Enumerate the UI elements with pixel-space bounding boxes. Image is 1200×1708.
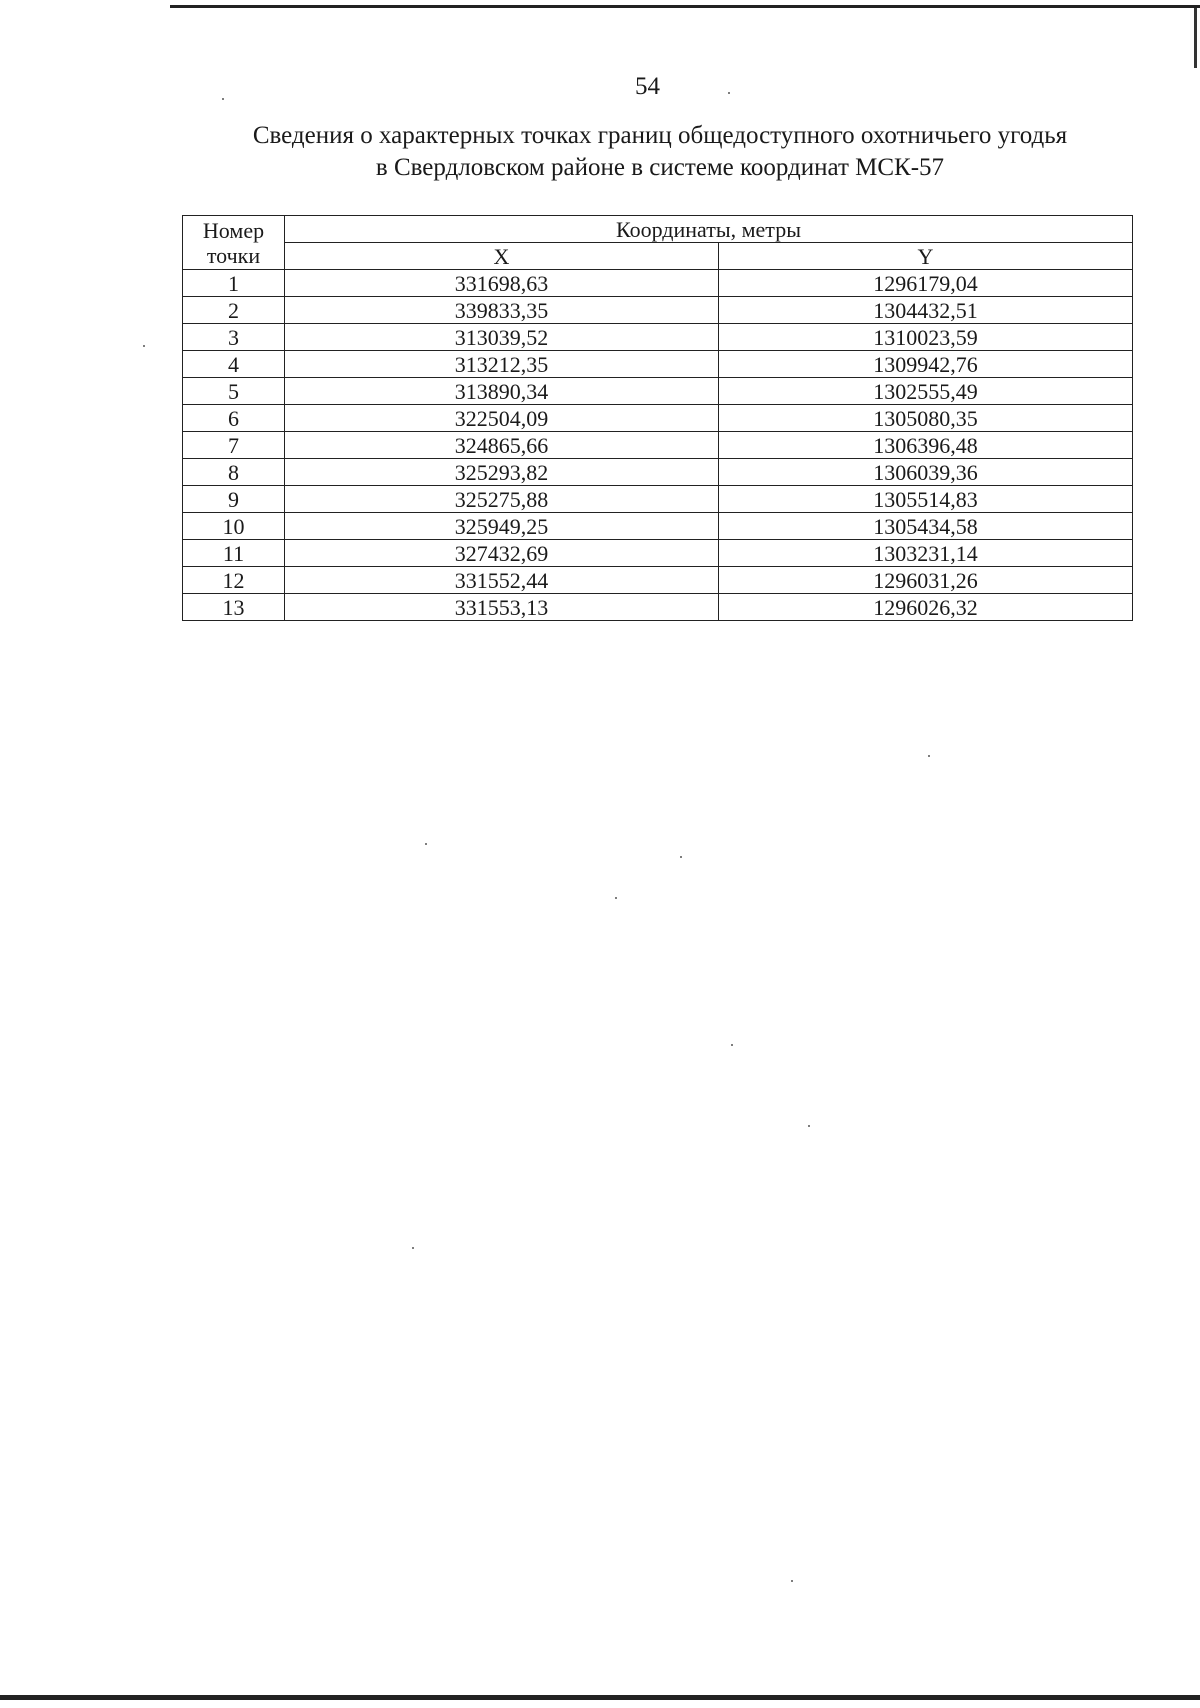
title-line-2: в Свердловском районе в системе координат МСК-57 <box>375 154 945 181</box>
cell-y: 1305434,58 <box>719 513 1133 540</box>
cell-point-number: 2 <box>183 297 285 324</box>
cell-x: 313039,52 <box>285 324 719 351</box>
cell-x: 331552,44 <box>285 567 719 594</box>
table-body <box>183 270 1133 621</box>
cell-point-number: 7 <box>183 432 285 459</box>
table-row <box>183 594 1133 621</box>
cell-x: 324865,66 <box>285 432 719 459</box>
cell-x: 325293,82 <box>285 459 719 486</box>
cell-y: 1306039,36 <box>719 459 1133 486</box>
cell-point-number: 8 <box>183 459 285 486</box>
cell-point-number: 4 <box>183 351 285 378</box>
cell-y: 1306396,48 <box>719 432 1133 459</box>
cell-x: 339833,35 <box>285 297 719 324</box>
cell-point-number: 13 <box>183 594 285 621</box>
scan-speck <box>808 1125 810 1127</box>
cell-x: 331698,63 <box>285 270 719 297</box>
cell-x: 325275,88 <box>285 486 719 513</box>
table-row <box>183 324 1133 351</box>
cell-y: 1304432,51 <box>719 297 1133 324</box>
cell-x: 313212,35 <box>285 351 719 378</box>
cell-x: 325949,25 <box>285 513 719 540</box>
cell-x: 313890,34 <box>285 378 719 405</box>
header-x: X <box>285 243 719 270</box>
scan-speck <box>615 897 617 899</box>
cell-point-number: 6 <box>183 405 285 432</box>
cell-point-number: 9 <box>183 486 285 513</box>
cell-point-number: 12 <box>183 567 285 594</box>
scan-speck <box>425 843 427 845</box>
cell-y: 1310023,59 <box>719 324 1133 351</box>
cell-point-number: 10 <box>183 513 285 540</box>
table-row <box>183 432 1133 459</box>
cell-y: 1296031,26 <box>719 567 1133 594</box>
header-coordinates: Координаты, метры <box>285 216 1133 243</box>
table-row <box>183 486 1133 513</box>
table-row <box>183 351 1133 378</box>
table-row <box>183 459 1133 486</box>
cell-point-number: 1 <box>183 270 285 297</box>
cell-y: 1296179,04 <box>719 270 1133 297</box>
scan-speck <box>728 92 730 94</box>
table-row <box>183 405 1133 432</box>
header-y: Y <box>719 243 1133 270</box>
scan-speck <box>222 98 224 100</box>
table-row <box>183 540 1133 567</box>
cell-x: 327432,69 <box>285 540 719 567</box>
table-row <box>183 567 1133 594</box>
cell-y: 1305514,83 <box>719 486 1133 513</box>
scan-edge-top <box>170 5 1200 8</box>
scan-speck <box>731 1044 733 1046</box>
cell-x: 331553,13 <box>285 594 719 621</box>
scan-speck <box>143 345 145 347</box>
coordinates-table <box>182 215 1133 621</box>
header-point-number: Номер точки <box>183 216 285 270</box>
table-row <box>183 297 1133 324</box>
scan-speck <box>412 1247 414 1249</box>
scan-edge-bottom <box>0 1695 1200 1700</box>
cell-y: 1303231,14 <box>719 540 1133 567</box>
scan-speck <box>791 1580 793 1582</box>
table-row <box>183 513 1133 540</box>
scan-edge-right <box>1194 8 1197 68</box>
cell-y: 1296026,32 <box>719 594 1133 621</box>
cell-y: 1305080,35 <box>719 405 1133 432</box>
cell-point-number: 3 <box>183 324 285 351</box>
title-line-1: Сведения о характерных точках границ общедоступного охотничьего угодья <box>252 122 1068 149</box>
page-number: 54 <box>635 73 660 100</box>
cell-y: 1302555,49 <box>719 378 1133 405</box>
cell-y: 1309942,76 <box>719 351 1133 378</box>
cell-point-number: 5 <box>183 378 285 405</box>
table-row <box>183 270 1133 297</box>
cell-x: 322504,09 <box>285 405 719 432</box>
table-row <box>183 378 1133 405</box>
scan-speck <box>928 755 930 757</box>
scan-speck <box>680 856 682 858</box>
cell-point-number: 11 <box>183 540 285 567</box>
document-title <box>160 120 1160 184</box>
